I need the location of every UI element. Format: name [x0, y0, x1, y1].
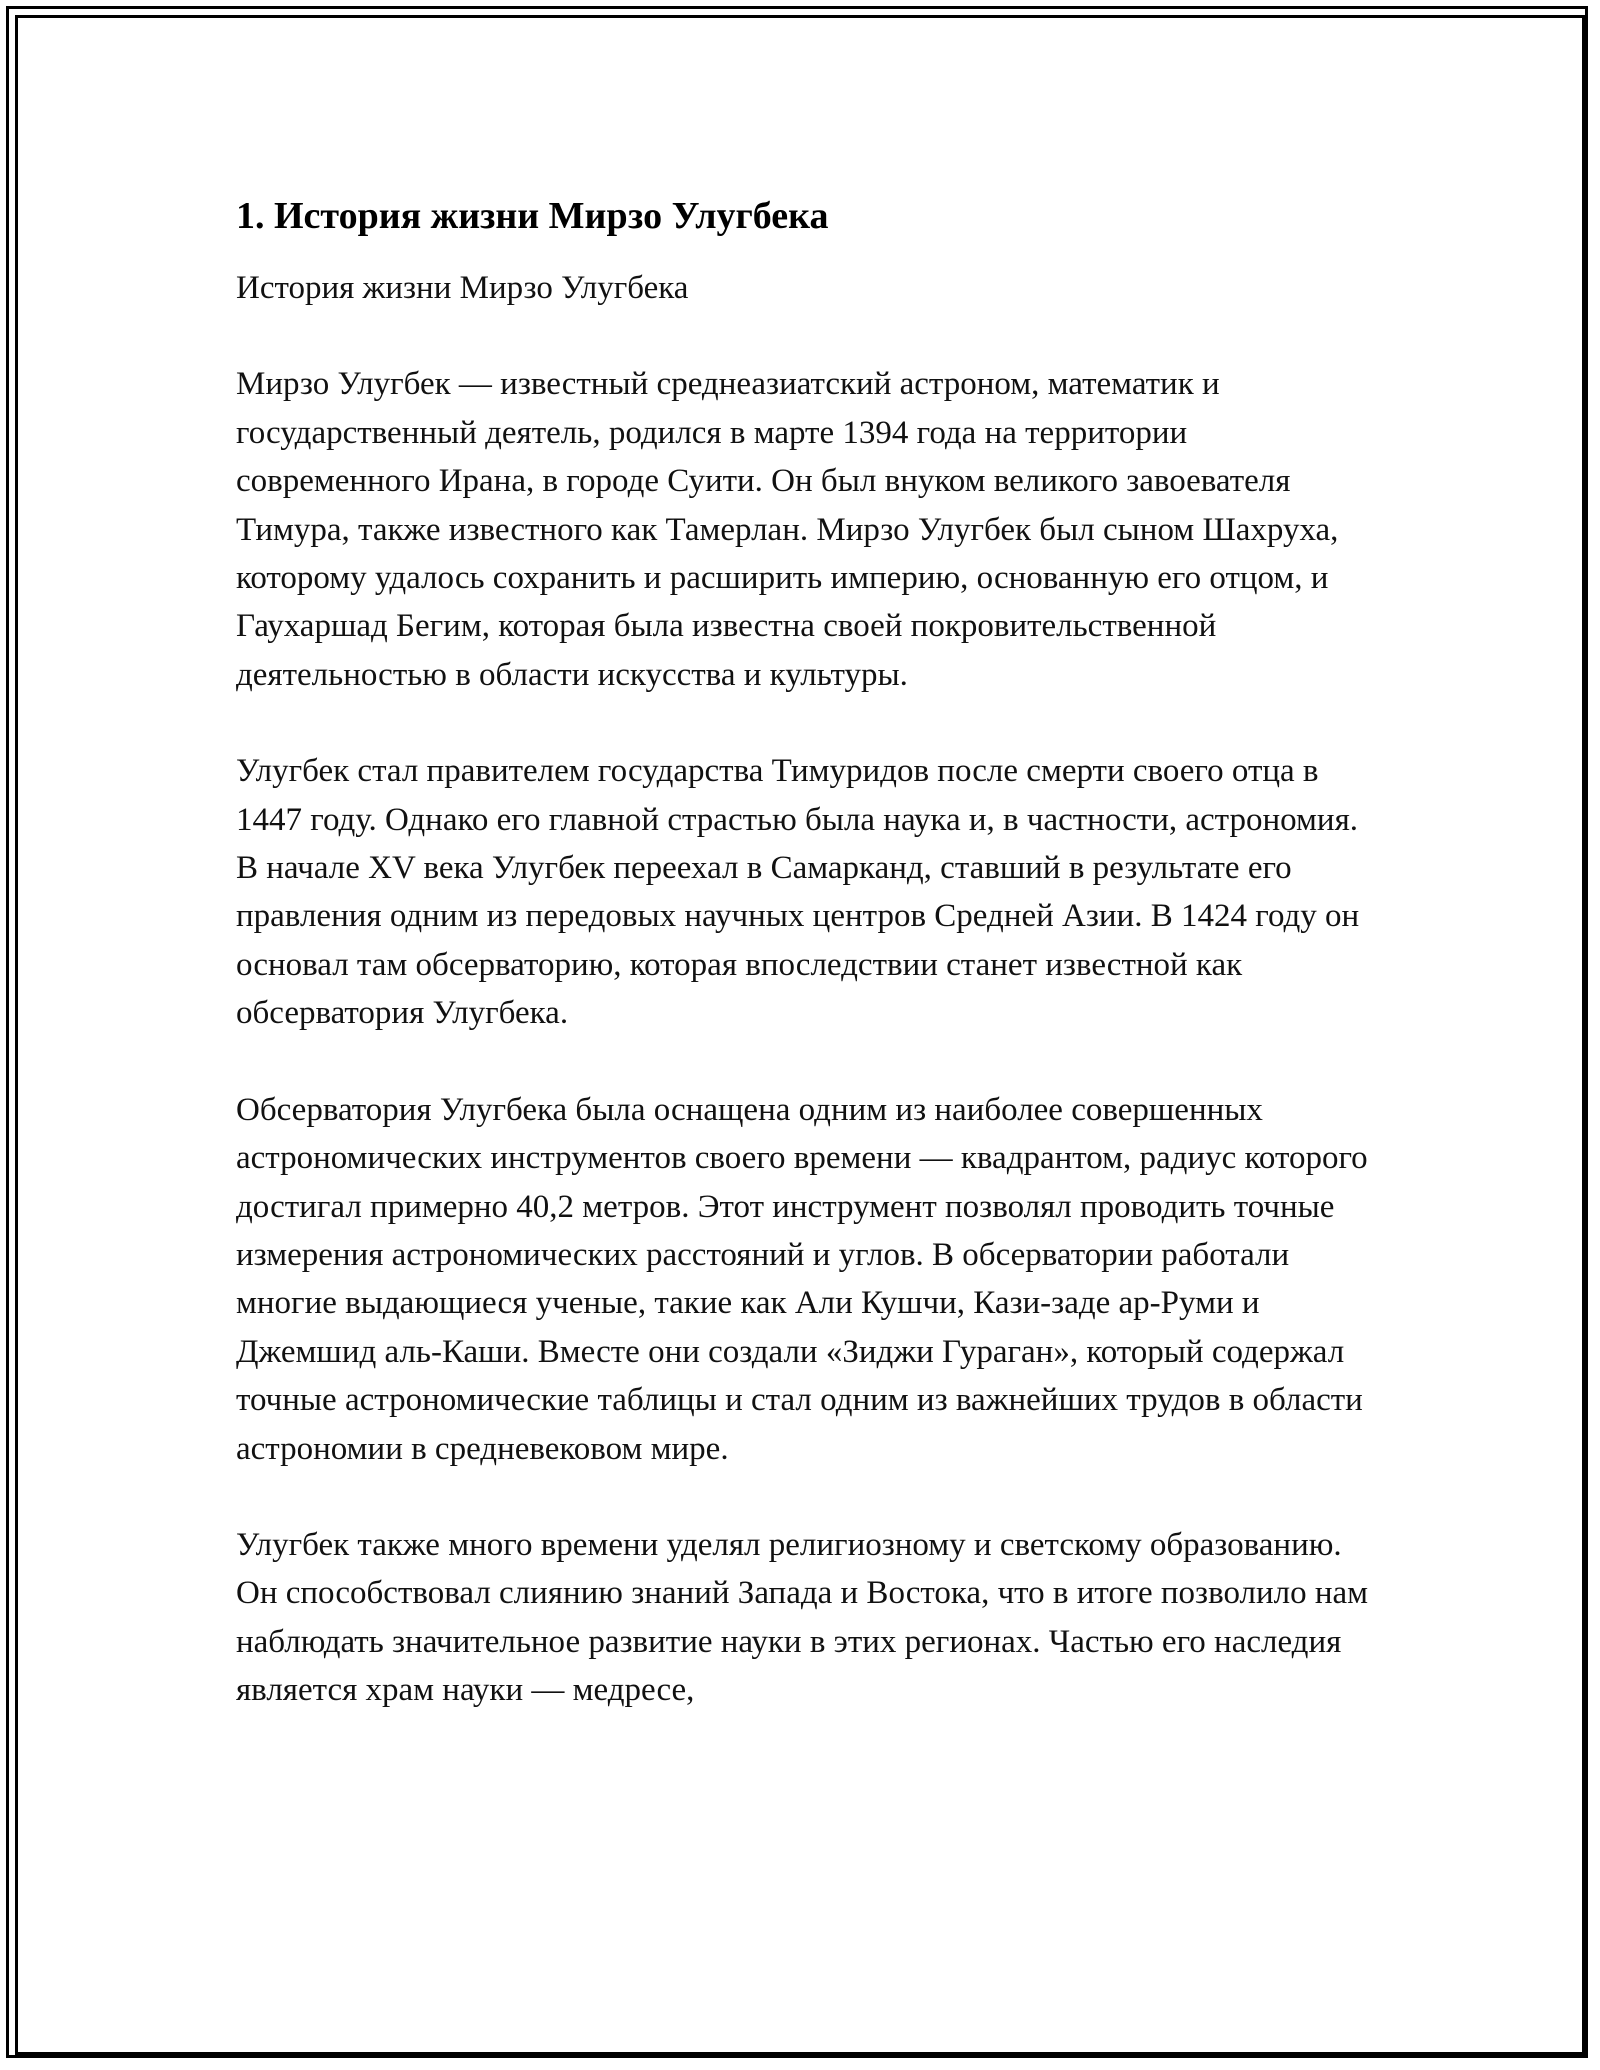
paragraph-4: Улугбек также много времени уделял религиозному и светскому образованию. Он способствовал слиянию знаний Запада и Востока, что в итоге позволило нам наблюдать значительное развитие науки в этих регионах. Частью его наследия является храм науки — медресе, [236, 1526, 1369, 1709]
section-subtitle: История жизни Мирзо Улугбека [236, 270, 689, 306]
paragraph-2: Улугбек стал правителем государства Тимуридов после смерти своего отца в 1447 году. Однако его главной страстью была наука и, в частности, астрономия. В начале XV века Улугбек переехал в Самарканд, ставший в результате его правления одним из передовых научных центров Средней Азии. В 1424 году он основал там обсерваторию, которая впоследствии станет известной как обсерватория Улугбека. [236, 753, 1360, 1032]
document-body [236, 188, 1386, 1763]
paragraph-1: Мирзо Улугбек — известный среднеазиатский астроном, математик и государственный деятель, родился в марте 1394 года на территории современного Ирана, в городе Суити. Он был внуком великого завоевателя Тимура, также известного как Тамерлан. Мирзо Улугбек был сыном Шахруха, которому удалось сохранить и расширить империю, основанную его отцом, и Гаухаршад Бегим, которая была известна своей покровительственной деятельностью в области искусства и культуры. [236, 366, 1339, 693]
paragraph-3: Обсерватория Улугбека была оснащена одним из наиболее совершенных астрономических инструментов своего времени — квадрантом, радиус которого достигал примерно 40,2 метров. Этот инструмент позволял проводить точные измерения астрономических расстояний и углов. В обсерватории работали многие выдающиеся ученые, такие как Али Кушчи, Кази-заде ар-Руми и Джемшид аль-Каши. Вместе они создали «Зиджи Гураган», который содержал точные астрономические таблицы и стал одним из важнейших трудов в области астрономии в средневековом мире. [236, 1091, 1368, 1467]
section-heading: 1. История жизни Мирзо Улугбека [236, 195, 829, 237]
